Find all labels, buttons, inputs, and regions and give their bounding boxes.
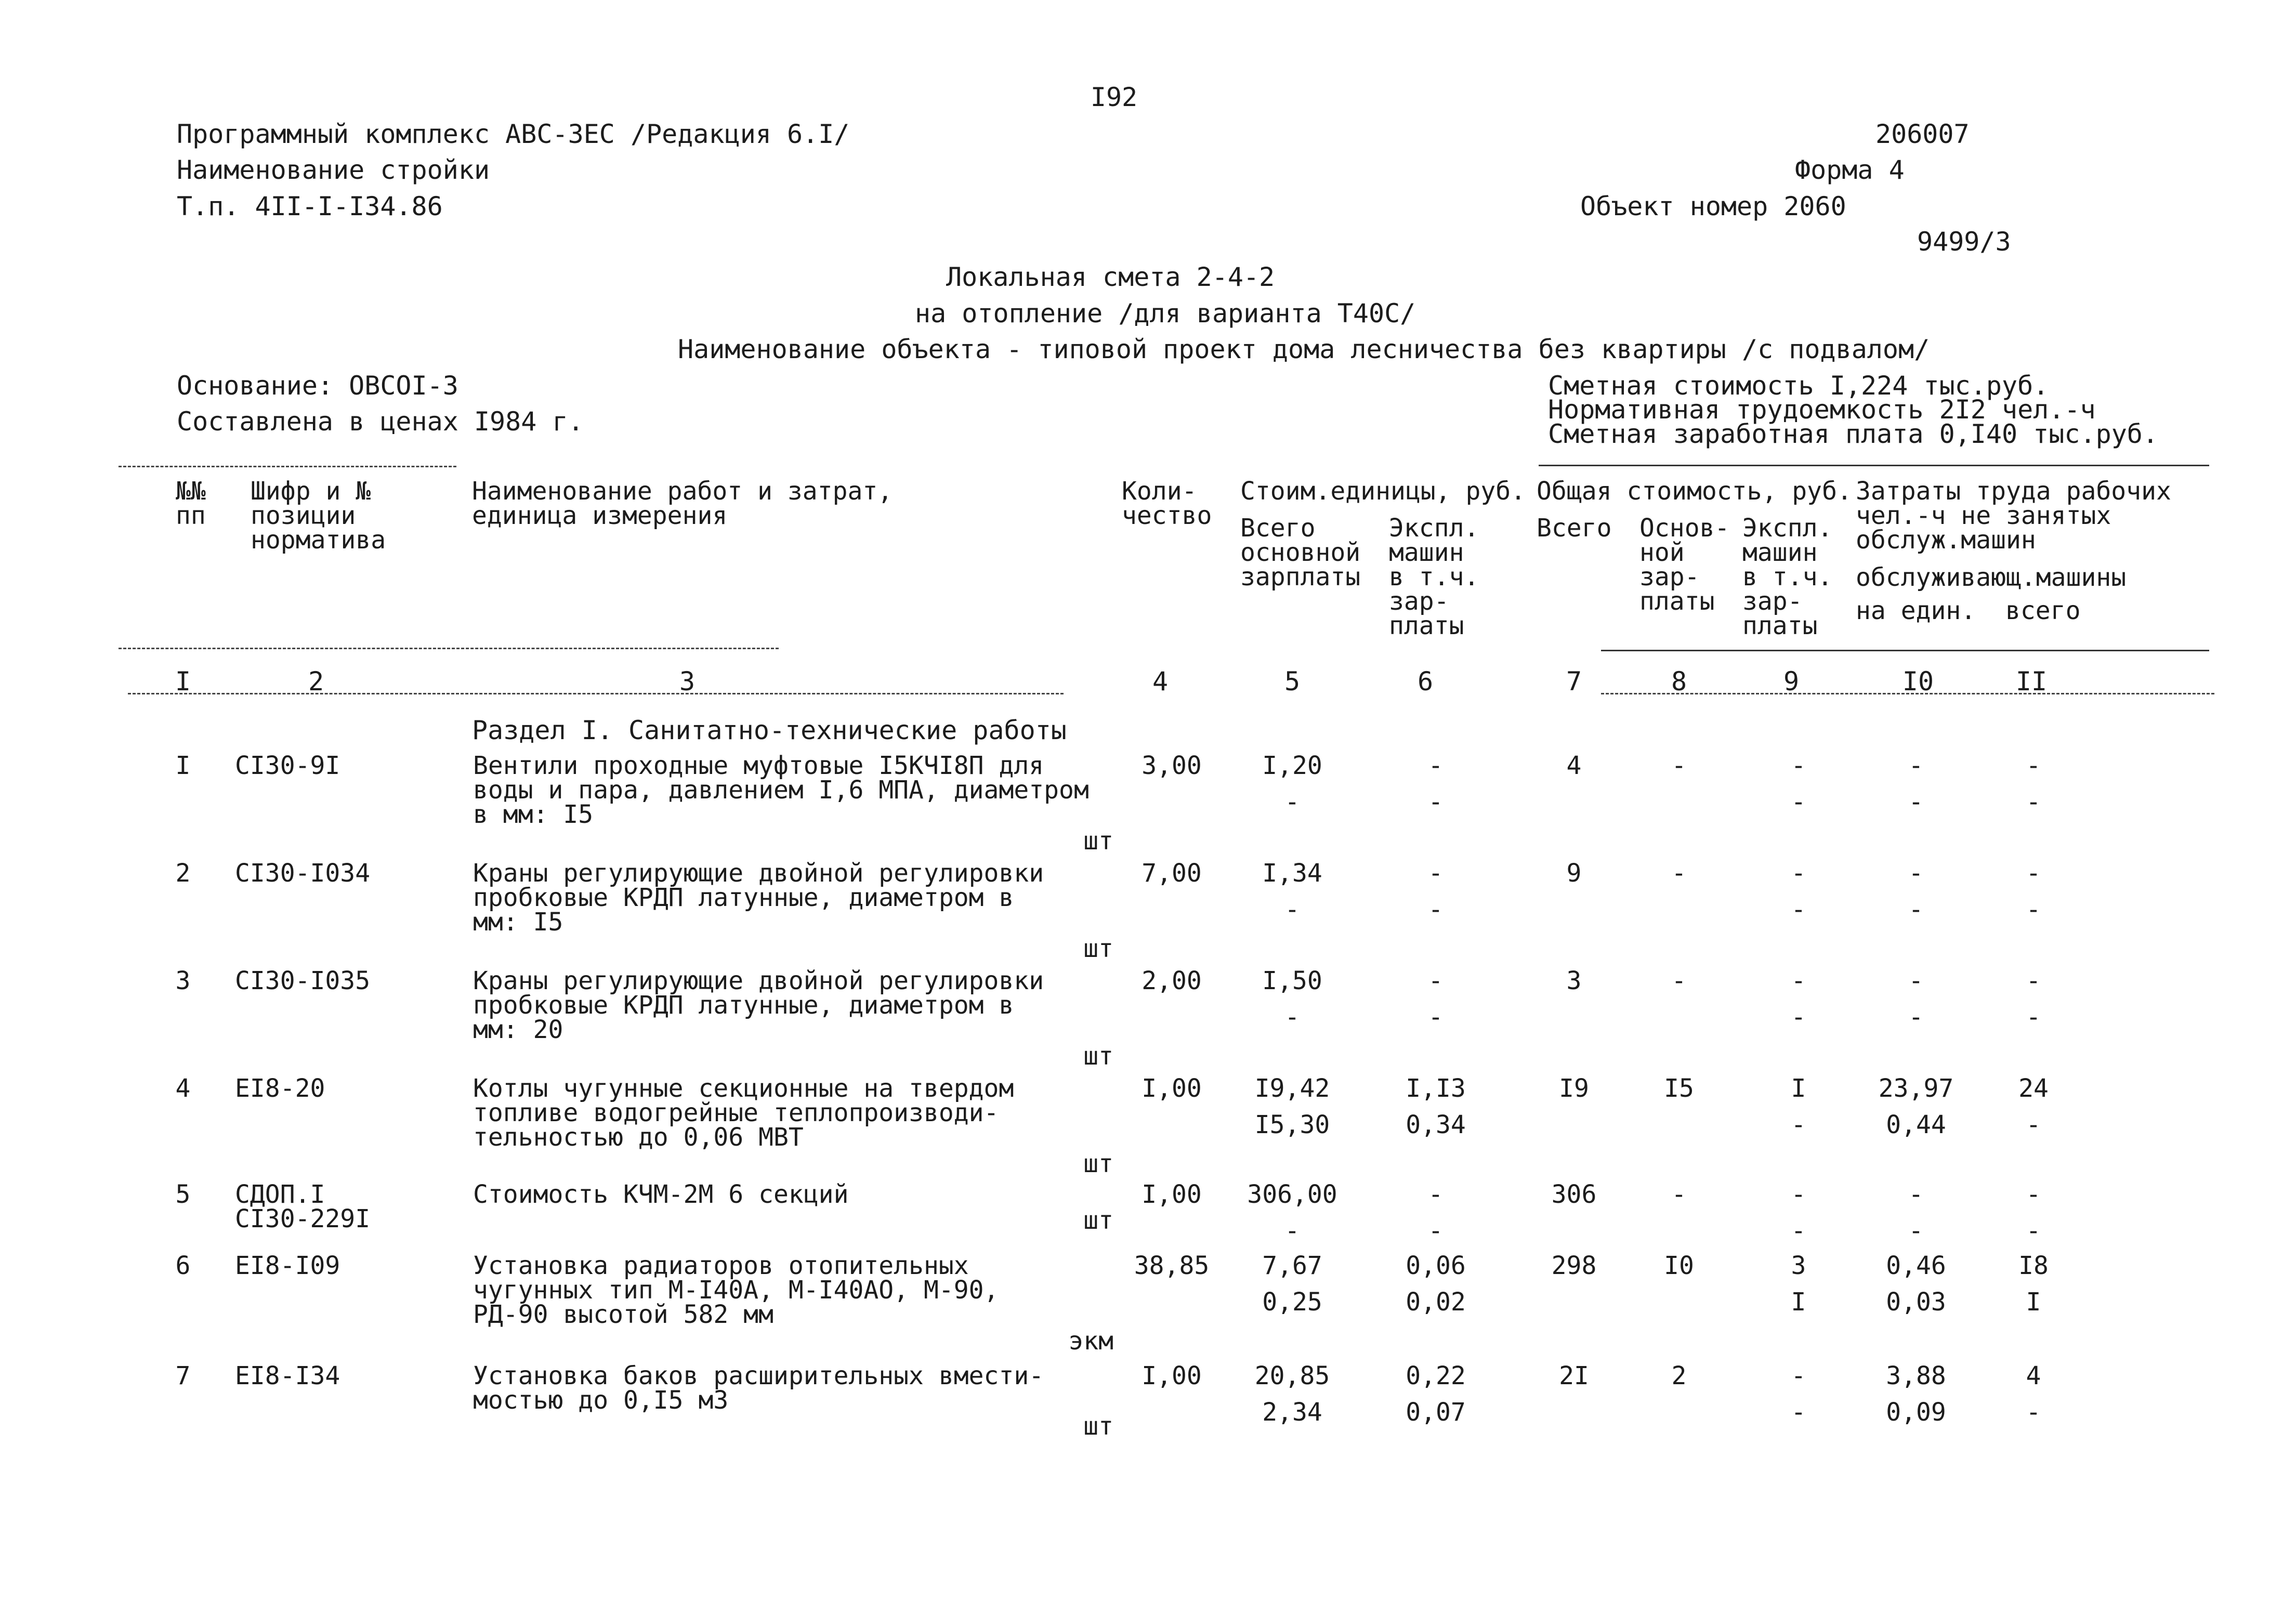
- row-total-cost: 306: [1551, 1180, 1597, 1209]
- row-labor-service-total: -: [2026, 1003, 2041, 1032]
- row-labor-per-unit: 23,97: [1878, 1074, 1954, 1103]
- row-unit-cost-machines: 0,22: [1406, 1361, 1466, 1390]
- row-description: Установка радиаторов отопительных чугунных тип М-I40А, М-I40АО, М-90, РД-90 высотой 582 мм: [473, 1251, 999, 1330]
- row-total-cost: 4: [1566, 751, 1582, 780]
- col-head-labor-service: обслуживающ.машины: [1856, 563, 2127, 592]
- row-unit-cost-machine-wages: 0,02: [1406, 1288, 1466, 1317]
- column-number: 8: [1671, 666, 1687, 697]
- row-total-machine-wages: -: [1791, 1216, 1806, 1245]
- program-name: Программный комплекс АВС-3ЕС /Редакция 6.I/: [177, 119, 850, 149]
- row-labor-service-total: I: [2026, 1288, 2041, 1317]
- row-total-machines: -: [1791, 966, 1806, 995]
- row-unit-cost-machines: -: [1428, 1180, 1444, 1209]
- row-labor-total: -: [2026, 859, 2041, 888]
- row-labor-service-total: -: [2026, 1398, 2041, 1427]
- row-unit-cost-machine-wages: -: [1428, 1003, 1444, 1032]
- row-labor-per-unit: 3,88: [1886, 1361, 1946, 1390]
- col-head-number: №№ пп: [176, 477, 206, 531]
- row-labor-service-per-unit: -: [1908, 787, 1924, 817]
- row-total-cost: 3: [1566, 966, 1582, 995]
- row-labor-service-total: -: [2026, 787, 2041, 817]
- document-code: 206007: [1875, 119, 1970, 149]
- row-total-wages: I5: [1664, 1074, 1694, 1103]
- row-unit: шт: [1083, 826, 1113, 856]
- row-labor-per-unit: 0,46: [1886, 1251, 1946, 1280]
- column-number: I: [175, 666, 191, 697]
- row-unit-cost-machine-wages: -: [1428, 787, 1444, 817]
- col-head-total-cost: Общая стоимость, руб.: [1537, 477, 1852, 506]
- row-labor-service-per-unit: -: [1908, 1216, 1924, 1245]
- column-number: I0: [1902, 666, 1934, 697]
- row-quantity: 7,00: [1142, 859, 1202, 888]
- row-labor-total: -: [2026, 1180, 2041, 1209]
- row-labor-service-total: -: [2026, 1216, 2041, 1245]
- row-total-wages: -: [1671, 1180, 1687, 1209]
- row-unit-cost-wages: -: [1284, 895, 1300, 924]
- estimate-title: Локальная смета 2-4-2: [946, 262, 1275, 292]
- construction-name: Наименование стройки: [177, 155, 490, 185]
- row-unit: шт: [1083, 1412, 1113, 1441]
- row-unit-cost-wages: 0,25: [1262, 1288, 1322, 1317]
- row-labor-service-per-unit: 0,44: [1886, 1110, 1946, 1139]
- col-head-quantity: Коли- чество: [1122, 477, 1212, 531]
- column-number: 4: [1152, 666, 1169, 697]
- row-unit-cost-machines: -: [1428, 751, 1444, 780]
- row-total-cost: 298: [1551, 1251, 1597, 1280]
- row-code: СI30-I034: [235, 859, 371, 888]
- row-total-wages: -: [1671, 751, 1687, 780]
- row-unit-cost-wages: -: [1284, 787, 1300, 817]
- section-title: Раздел I. Санитатно-технические работы: [472, 715, 1067, 745]
- row-labor-total: -: [2026, 751, 2041, 780]
- estimated-cost: Сметная стоимость I,224 тыс.руб.: [1548, 371, 2049, 401]
- row-unit: шт: [1083, 934, 1113, 963]
- row-unit-cost-wages: -: [1284, 1216, 1300, 1245]
- row-description: Стоимость КЧМ-2М 6 секций: [473, 1180, 849, 1209]
- col-head-total-machines: Экспл. машин в т.ч. зар- платы: [1742, 514, 1833, 641]
- row-unit: шт: [1083, 1042, 1113, 1071]
- row-unit-cost-total: I,50: [1262, 966, 1322, 995]
- row-unit-cost-machines: -: [1428, 966, 1444, 995]
- row-code: ЕI8-I09: [235, 1251, 340, 1280]
- row-labor-per-unit: -: [1908, 966, 1924, 995]
- row-total-wages: I0: [1664, 1251, 1694, 1280]
- col-head-labor: Затраты труда рабочих чел.-ч не занятых обслуж.машин: [1856, 477, 2171, 555]
- table-top-rule-right: [1539, 465, 2209, 466]
- row-total-wages: -: [1671, 859, 1687, 888]
- column-number: 2: [308, 666, 324, 697]
- column-number: 3: [679, 666, 696, 697]
- row-unit-cost-machine-wages: -: [1428, 895, 1444, 924]
- row-total-cost: 2I: [1559, 1361, 1589, 1390]
- row-unit-cost-total: I,34: [1262, 859, 1322, 888]
- row-total-cost: I9: [1559, 1074, 1589, 1103]
- row-unit-cost-total: I,20: [1262, 751, 1322, 780]
- col-head-name: Наименование работ и затрат, единица измерения: [472, 477, 893, 531]
- row-description: Вентили проходные муфтовые I5КЧI8П для воды и пара, давлением I,6 МПА, диаметром в мм: I5: [473, 751, 1089, 830]
- row-quantity: 3,00: [1142, 751, 1202, 780]
- row-code: СI30-9I: [235, 751, 340, 780]
- normative-labor: Нормативная трудоемкость 2I2 чел.-ч: [1548, 395, 2096, 425]
- row-total-machine-wages: -: [1791, 1003, 1806, 1032]
- form-number: Форма 4: [1795, 155, 1905, 185]
- column-number: II: [2015, 666, 2048, 697]
- row-number: 3: [175, 966, 191, 995]
- row-unit-cost-machines: I,I3: [1406, 1074, 1466, 1103]
- row-unit-cost-total: I9,42: [1254, 1074, 1330, 1103]
- row-total-machines: -: [1791, 1361, 1806, 1390]
- row-labor-per-unit: -: [1908, 859, 1924, 888]
- row-number: I: [175, 751, 191, 780]
- row-code: ЕI8-20: [235, 1074, 325, 1103]
- price-level: Составлена в ценах I984 г.: [177, 406, 584, 437]
- row-description: Установка баков расширительных вмести- мостью до 0,I5 м3: [473, 1361, 1044, 1415]
- row-labor-per-unit: -: [1908, 751, 1924, 780]
- row-total-machine-wages: -: [1791, 787, 1806, 817]
- col-head-unit-cost: Стоим.единицы, руб.: [1240, 477, 1526, 506]
- col-head-total-all: Всего: [1537, 514, 1612, 543]
- row-quantity: 38,85: [1134, 1251, 1210, 1280]
- row-labor-total: I8: [2018, 1251, 2049, 1280]
- row-unit-cost-machines: -: [1428, 859, 1444, 888]
- row-unit: шт: [1083, 1149, 1113, 1178]
- row-labor-service-per-unit: -: [1908, 1003, 1924, 1032]
- col-head-per-unit: на един.: [1856, 596, 1976, 625]
- row-total-machines: -: [1791, 751, 1806, 780]
- row-unit-cost-wages: -: [1284, 1003, 1300, 1032]
- row-code: ЕI8-I34: [235, 1361, 340, 1390]
- row-description: Краны регулирующие двойной регулировки пробковые КРДП латунные, диаметром в мм: 20: [473, 966, 1044, 1045]
- row-quantity: 2,00: [1142, 966, 1202, 995]
- row-labor-service-total: -: [2026, 895, 2041, 924]
- header-rule-left: [119, 648, 779, 649]
- row-unit-cost-total: 7,67: [1262, 1251, 1322, 1280]
- row-code: СДОП.I СI30-229I: [235, 1180, 371, 1234]
- row-labor-total: 24: [2018, 1074, 2049, 1103]
- row-labor-total: -: [2026, 966, 2041, 995]
- header-rule-right: [1601, 650, 2209, 651]
- object-name: Наименование объекта - типовой проект дома лесничества без квартиры /с подвалом/: [678, 334, 1930, 364]
- row-labor-total: 4: [2026, 1361, 2041, 1390]
- column-number: 6: [1417, 666, 1434, 697]
- col-head-total-wages: Основ- ной зар- платы: [1639, 514, 1730, 616]
- row-total-machine-wages: -: [1791, 895, 1806, 924]
- row-quantity: I,00: [1142, 1074, 1202, 1103]
- row-total-machines: -: [1791, 859, 1806, 888]
- row-number: 5: [175, 1180, 191, 1209]
- col-head-unit-total: Всего основной зарплаты: [1240, 514, 1361, 592]
- row-total-machine-wages: I: [1791, 1288, 1806, 1317]
- row-unit-cost-wages: 2,34: [1262, 1398, 1322, 1427]
- row-quantity: I,00: [1142, 1361, 1202, 1390]
- page-number: I92: [1090, 82, 1138, 112]
- row-labor-per-unit: -: [1908, 1180, 1924, 1209]
- row-total-machines: 3: [1791, 1251, 1806, 1280]
- row-total-machines: -: [1791, 1180, 1806, 1209]
- reference-number: 9499/3: [1917, 227, 2011, 257]
- row-total-machine-wages: -: [1791, 1110, 1806, 1139]
- row-labor-service-total: -: [2026, 1110, 2041, 1139]
- row-unit-cost-total: 20,85: [1254, 1361, 1330, 1390]
- row-unit-cost-machine-wages: 0,07: [1406, 1398, 1466, 1427]
- estimate-subject: на отопление /для варианта Т40С/: [915, 298, 1416, 329]
- row-total-machines: I: [1791, 1074, 1806, 1103]
- row-unit-cost-machines: 0,06: [1406, 1251, 1466, 1280]
- col-head-total-labor: всего: [2005, 596, 2081, 625]
- row-unit: экм: [1068, 1327, 1113, 1356]
- row-description: Краны регулирующие двойной регулировки пробковые КРДП латунные, диаметром в мм: I5: [473, 859, 1044, 937]
- row-description: Котлы чугунные секционные на твердом топливе водогрейные теплопроизводи- тельностью до 0,06 МВТ: [473, 1074, 1014, 1152]
- row-unit-cost-total: 306,00: [1247, 1180, 1337, 1209]
- col-head-unit-machines: Экспл. машин в т.ч. зар- платы: [1389, 514, 1479, 641]
- row-total-wages: 2: [1671, 1361, 1687, 1390]
- row-code: СI30-I035: [235, 966, 371, 995]
- estimated-wages: Сметная заработная плата 0,I40 тыс.руб.: [1548, 419, 2158, 449]
- row-total-wages: -: [1671, 966, 1687, 995]
- row-labor-service-per-unit: 0,03: [1886, 1288, 1946, 1317]
- row-labor-service-per-unit: -: [1908, 895, 1924, 924]
- row-quantity: I,00: [1142, 1180, 1202, 1209]
- row-total-machine-wages: -: [1791, 1398, 1806, 1427]
- row-number: 6: [175, 1251, 191, 1280]
- column-number: 7: [1566, 666, 1582, 697]
- row-labor-service-per-unit: 0,09: [1886, 1398, 1946, 1427]
- object-number: Объект номер 2060: [1580, 191, 1846, 221]
- project-number: Т.п. 4II-I-I34.86: [177, 191, 443, 221]
- row-number: 4: [175, 1074, 191, 1103]
- row-number: 2: [175, 859, 191, 888]
- row-unit-cost-machine-wages: -: [1428, 1216, 1444, 1245]
- row-unit-cost-wages: I5,30: [1254, 1110, 1330, 1139]
- basis: Основание: ОВСОI-3: [177, 371, 458, 401]
- column-number: 9: [1783, 666, 1800, 697]
- colnum-rule-left: [128, 693, 1064, 694]
- row-number: 7: [175, 1361, 191, 1390]
- table-top-rule-left: [119, 466, 456, 467]
- row-total-cost: 9: [1566, 859, 1582, 888]
- row-unit: шт: [1083, 1206, 1113, 1235]
- column-number: 5: [1284, 666, 1301, 697]
- row-unit-cost-machine-wages: 0,34: [1406, 1110, 1466, 1139]
- col-head-code: Шифр и № позиции норматива: [251, 477, 386, 555]
